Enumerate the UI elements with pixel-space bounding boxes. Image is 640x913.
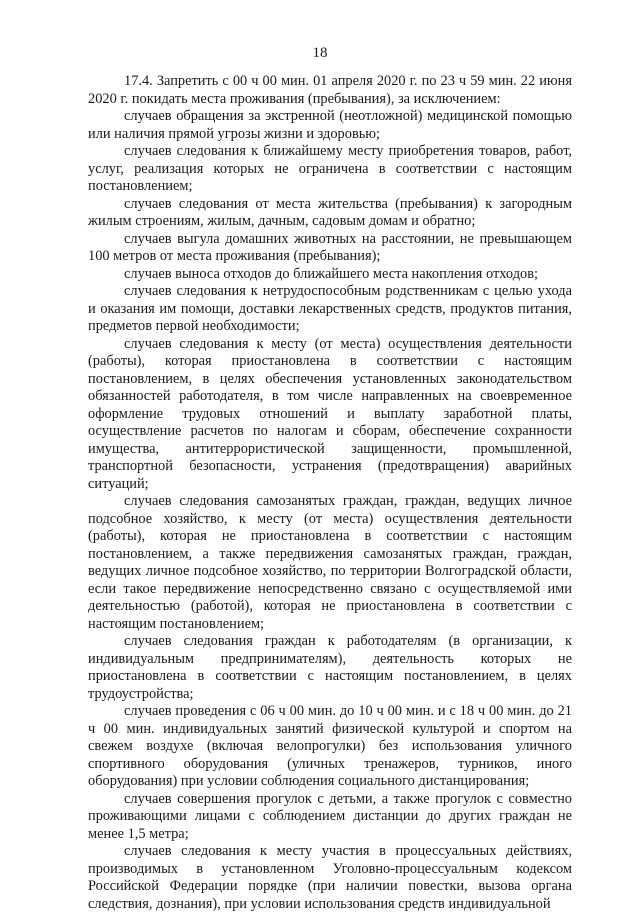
paragraph-intro: 17.4. Запретить с 00 ч 00 мин. 01 апреля 2020 г. по 23 ч 59 мин. 22 июня 2020 г. покидать места проживания (пребывания), за исключением: xyxy=(88,73,572,107)
paragraph-exception-pets: случаев выгула домашних животных на расстоянии, не превышающем 100 метров от места проживания (пребывания); xyxy=(88,230,572,264)
document-body xyxy=(88,73,572,913)
paragraph-exception-suspended-work: случаев следования к месту (от места) осуществления деятельности (работы), которая приостановлена в соответствии с настоящим постановлением, в целях обеспечения установленных законодательством обязанностей работодателя, в том числе направленных на своевременное оформление трудовых отношений и выплату заработной платы, осуществление расчетов по налогам и сборам, обеспечение сохранности имущества, антитеррористической защищенности, промышленной, транспортной безопасности, устранения (предотвращения) аварийных ситуаций; xyxy=(88,335,572,492)
paragraph-exception-walks: случаев совершения прогулок с детьми, а также прогулок с совместно проживающими лицами с соблюдением дистанции до других граждан не менее 1,5 метра; xyxy=(88,790,572,842)
paragraph-exception-country-house: случаев следования от места жительства (пребывания) к загородным жилым строениям, жилым, дачным, садовым домам и обратно; xyxy=(88,195,572,229)
paragraph-exception-employment: случаев следования граждан к работодателям (в организации, к индивидуальным предпринимателям), деятельность которых не приостановлена в соответствии с настоящим постановлением, в целях трудоустройства; xyxy=(88,633,572,702)
paragraph-exception-shopping: случаев следования к ближайшему месту приобретения товаров, работ, услуг, реализация которых не ограничена в соответствии с настоящим постановлением; xyxy=(88,143,572,194)
paragraph-exception-medical: случаев обращения за экстренной (неотложной) медицинской помощью или наличия прямой угрозы жизни и здоровью; xyxy=(88,108,572,142)
paragraph-exception-waste: случаев выноса отходов до ближайшего места накопления отходов; xyxy=(124,265,539,282)
page-number: 18 xyxy=(312,45,328,61)
paragraph-exception-relatives: случаев следования к нетрудоспособным родственникам с целью ухода и оказания им помощи, доставки лекарственных средств, продуктов питания, предметов первой необходимости; xyxy=(88,283,572,334)
paragraph-exception-sport: случаев проведения с 06 ч 00 мин. до 10 ч 00 мин. и с 18 ч 00 мин. до 21 ч 00 мин. индивидуальных занятий физической культурой и спортом на свежем воздухе (включая велопрогулки) без использования уличного спортивного оборудования (уличных тренажеров, турников, иного оборудования) при условии соблюдения социального дистанцирования; xyxy=(88,703,572,789)
paragraph-exception-procedural: случаев следования к месту участия в процессуальных действиях, производимых в установленном Уголовно-процессуальным кодексом Российской Федерации порядке (при наличии повестки, вызова органа следствия, дознания), при условии использования средств индивидуальной xyxy=(88,843,572,912)
paragraph-exception-self-employed: случаев следования самозанятых граждан, граждан, ведущих личное подсобное хозяйство, к месту (от места) осуществления деятельности (работы), которая не приостановлена в соответствии с настоящим постановлением, а также передвижения самозанятых граждан, граждан, ведущих личное подсобное хозяйство, по территории Волгоградской области, если такое передвижение непосредственно связано с осуществляемой ими деятельностью (работой), которая не приостановлена в соответствии с настоящим постановлением; xyxy=(88,493,572,632)
